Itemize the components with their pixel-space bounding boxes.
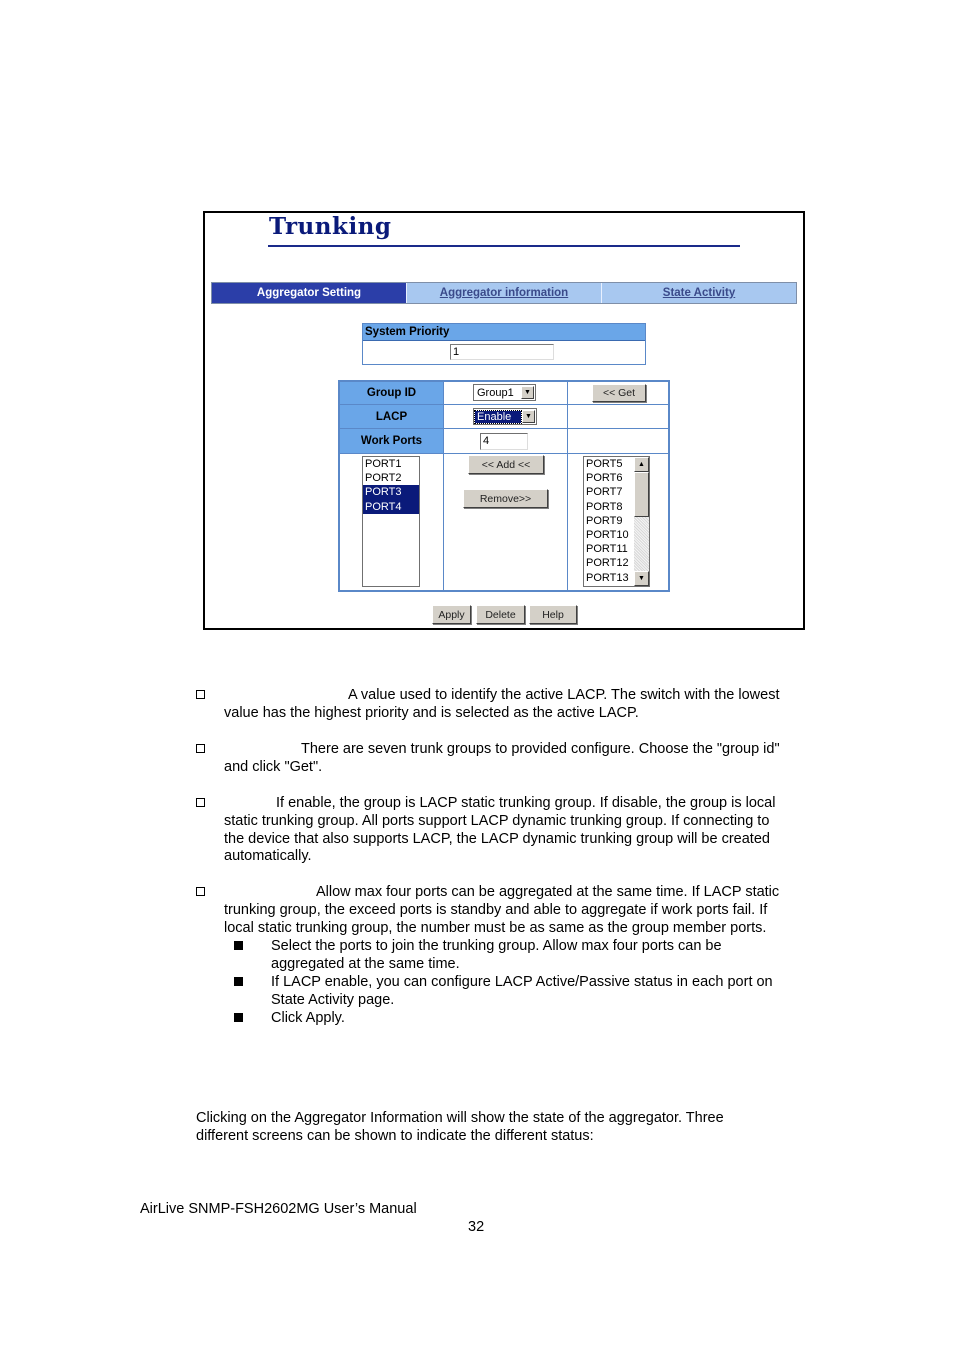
list-item[interactable]: PORT2 (365, 472, 402, 485)
sub2-line1: If LACP enable, you can configure LACP Active/Passive status in each port on (271, 974, 773, 990)
available-ports-list[interactable] (583, 456, 650, 587)
checkbox-bullet-icon (196, 798, 205, 807)
checkbox-bullet-icon (196, 887, 205, 896)
square-bullet-icon (234, 977, 243, 986)
square-bullet-icon (234, 1013, 243, 1022)
list-item[interactable]: PORT8 (586, 500, 623, 513)
item4-line3: local static trunking group, the number must be as same as the group member ports. (224, 920, 767, 936)
list-item[interactable]: PORT13 (586, 571, 629, 584)
sub1-line1: Select the ports to join the trunking group. Allow max four ports can be (271, 938, 722, 954)
trunking-screenshot (203, 211, 805, 630)
selected-ports-list[interactable] (362, 456, 420, 587)
item1-line2: value has the highest priority and is selected as the active LACP. (224, 705, 639, 721)
group-id-select[interactable] (473, 384, 536, 401)
list-item[interactable]: PORT5 (586, 458, 623, 470)
system-priority-input[interactable]: 1 (450, 344, 554, 360)
sub1-line2: aggregated at the same time. (271, 956, 460, 972)
item3-line4: automatically. (224, 848, 312, 864)
item2-line2: and click "Get". (224, 759, 323, 775)
list-item[interactable]: PORT4 (363, 500, 419, 514)
outro-line1: Clicking on the Aggregator Information will show the state of the aggregator. Three (196, 1110, 724, 1126)
scroll-down-icon[interactable]: ▼ (634, 571, 649, 586)
system-priority-box (362, 323, 646, 365)
list-item[interactable]: PORT7 (586, 486, 623, 499)
square-bullet-icon (234, 941, 243, 950)
footer-manual-title: AirLive SNMP-FSH2602MG User’s Manual (140, 1201, 417, 1217)
chevron-down-icon[interactable]: ▼ (522, 410, 535, 423)
tab-aggregator-setting[interactable]: Aggregator Setting (212, 283, 407, 303)
sub3-line: Click Apply. (271, 1010, 345, 1026)
item3-line2: static trunking group. All ports support LACP dynamic trunking group. If connecting to (224, 813, 770, 829)
list-scrollbar[interactable] (634, 457, 649, 586)
page-title: Trunking (269, 213, 392, 240)
apply-button[interactable]: Apply (432, 605, 471, 624)
list-item[interactable]: PORT12 (586, 557, 629, 570)
system-priority-label: System Priority (363, 324, 645, 341)
get-button[interactable]: << Get (592, 384, 646, 402)
list-item[interactable]: PORT11 (586, 543, 628, 556)
lacp-label: LACP (339, 404, 444, 429)
item4-line1: Allow max four ports can be aggregated at the same time. If LACP static (316, 884, 780, 900)
lacp-value: Enable (475, 411, 521, 423)
list-item[interactable]: PORT10 (586, 528, 629, 541)
work-ports-label: Work Ports (339, 428, 444, 454)
outro-line2: different screens can be shown to indicate the different status: (196, 1128, 594, 1144)
group-config-table (338, 380, 670, 592)
list-item[interactable]: PORT9 (586, 514, 623, 527)
tab-aggregator-information[interactable]: Aggregator information (407, 283, 602, 303)
list-item[interactable]: PORT1 (365, 458, 402, 470)
scroll-up-icon[interactable]: ▲ (634, 457, 649, 472)
item4-line2: trunking group, the exceed ports is standby and able to aggregate if work ports fail. If (224, 902, 768, 918)
tab-bar (211, 282, 797, 304)
page-number: 32 (468, 1219, 485, 1235)
scroll-thumb[interactable] (634, 472, 649, 517)
group-id-label: Group ID (339, 381, 444, 405)
list-item[interactable]: PORT6 (586, 472, 623, 485)
item3-line1: If enable, the group is LACP static trunking group. If disable, the group is local (276, 795, 776, 811)
title-underline (268, 245, 740, 247)
item2-line1: There are seven trunk groups to provided configure. Choose the "group id" (301, 741, 780, 757)
sub2-line2: State Activity page. (271, 992, 395, 1008)
checkbox-bullet-icon (196, 744, 205, 753)
item3-line3: the device that also supports LACP, the LACP dynamic trunking group will be created (224, 831, 770, 847)
work-ports-input[interactable]: 4 (480, 433, 528, 450)
list-item[interactable]: PORT3 (363, 485, 419, 499)
help-button[interactable]: Help (529, 605, 577, 624)
delete-button[interactable]: Delete (476, 605, 525, 624)
tab-state-activity[interactable]: State Activity (662, 287, 736, 299)
item1-line1: A value used to identify the active LACP. The switch with the lowest (348, 687, 780, 703)
checkbox-bullet-icon (196, 690, 205, 699)
add-button[interactable]: << Add << (468, 455, 544, 474)
lacp-select[interactable] (473, 408, 537, 425)
remove-button[interactable]: Remove>> (463, 489, 548, 508)
chevron-down-icon[interactable]: ▼ (521, 386, 534, 399)
group-id-value: Group1 (477, 386, 514, 399)
